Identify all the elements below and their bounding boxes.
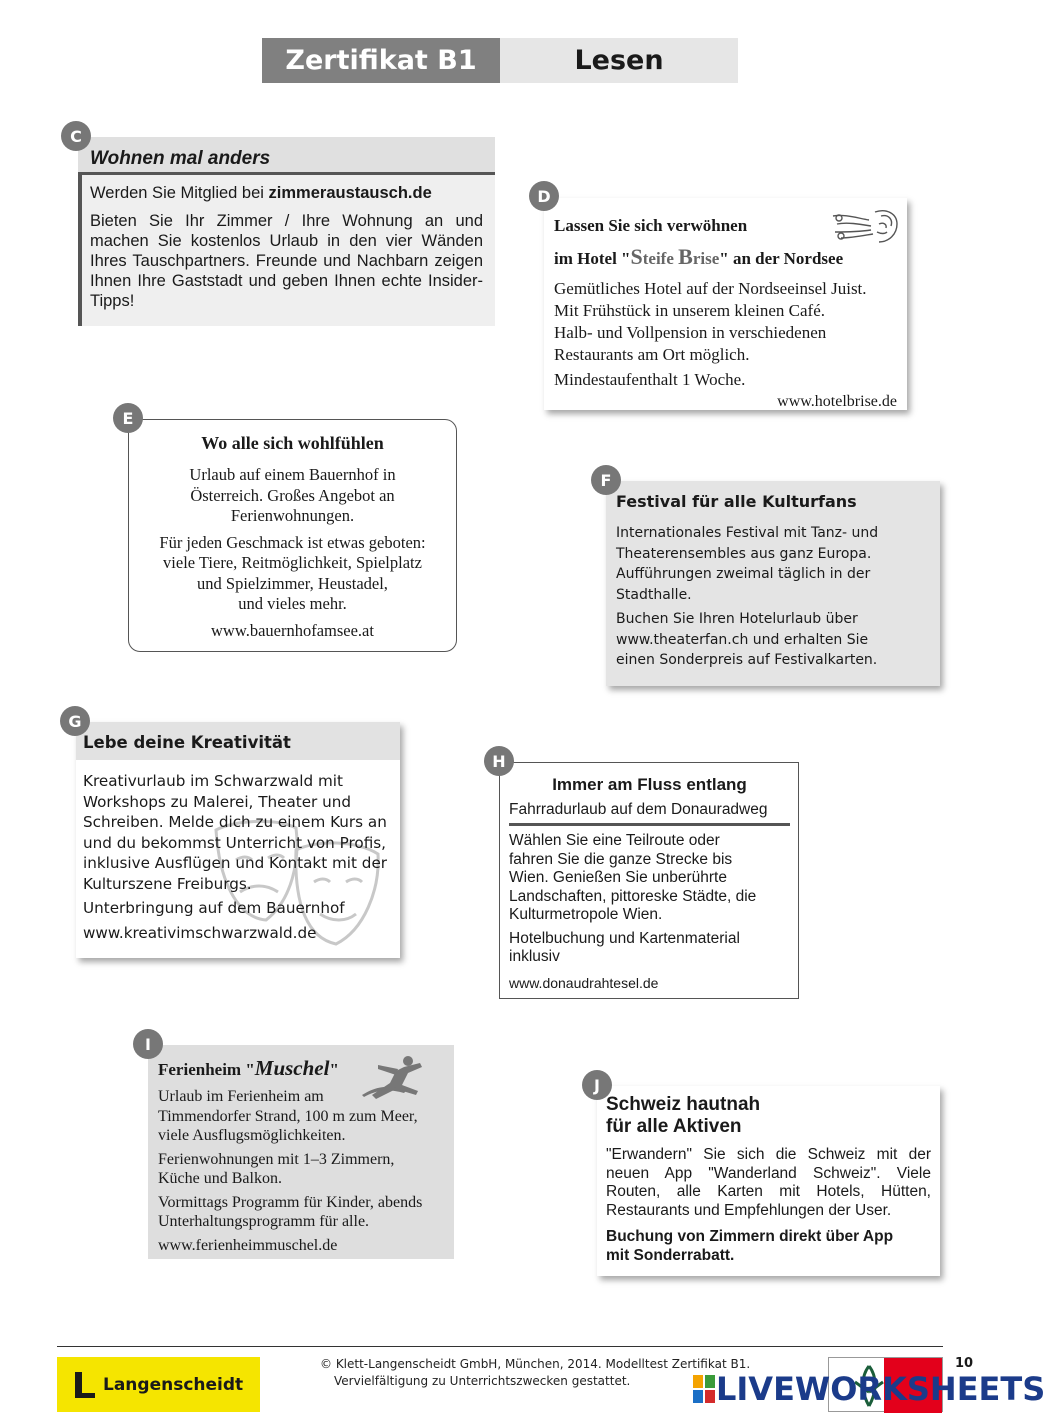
ad-d-title-text: im Hotel " — [554, 249, 631, 268]
ad-c-text: Bieten Sie Ihr Zimmer / Ihre Wohnung an und machen Sie kostenlos Urlaub in den vier Wänden Ihres Tauschpartners. Freunde und Nachbarn zeigen Ihnen Ihre Gaststadt und geben Ihnen echte Insider-Tipps! — [90, 212, 483, 310]
ad-j-title — [606, 1094, 931, 1138]
badge-f: F — [591, 465, 621, 495]
ad-g-text: Kulturszene Freiburgs. — [83, 874, 252, 893]
ad-j-title-line: Schweiz hautnah — [606, 1094, 761, 1115]
ad-e-text: Urlaub auf einem Bauernhof in — [189, 465, 396, 484]
ad-e-text: und vieles mehr. — [238, 594, 347, 613]
ad-h-text: Landschaften, pittoreske Städte, die — [509, 887, 757, 905]
wind-face-icon — [831, 206, 901, 248]
ad-j-text: Buchung von Zimmern direkt über App — [606, 1228, 894, 1245]
langenscheidt-logo — [57, 1357, 260, 1412]
ad-g-text: Workshops zu Malerei, Theater und — [83, 792, 352, 811]
ad-d-text: Restaurants am Ort möglich. — [554, 345, 750, 364]
ad-g-title: Lebe deine Kreativität — [76, 722, 400, 760]
dancer-icon — [358, 1055, 426, 1101]
langenscheidt-l-icon — [69, 1370, 97, 1400]
page-number: 10 — [955, 1356, 974, 1371]
ad-j-text: "Erwandern" Sie sich die Schweiz mit der neuen App "Wanderland Schweiz". Viele Routen, alle Karten mit Hotels, Hütten, Restaurants und Empfehlungen der User. — [606, 1146, 931, 1219]
ad-i-text: Küche und Balkon. — [158, 1170, 282, 1187]
copyright-line: © Klett-Langenscheidt GmbH, München, 2014. Modelltest Zertifikat B1. — [320, 1357, 751, 1371]
ad-d-body — [554, 278, 897, 391]
ad-h-text: Kulturmetropole Wien. — [509, 906, 663, 923]
ad-e-text: Österreich. Großes Angebot an — [190, 485, 395, 505]
ad-c-body — [78, 175, 495, 326]
header-title-zertifikat: Zertifikat B1 — [262, 38, 500, 83]
liveworksheets-icon — [692, 1374, 716, 1404]
publisher-name: Langenscheidt — [103, 1374, 244, 1395]
ad-i-text: Urlaub im Ferienheim am — [158, 1088, 324, 1105]
copyright-line: Vervielfältigung zu Unterrichtszwecken gestattet. — [334, 1374, 631, 1388]
ad-e-paragraph — [129, 533, 456, 615]
ad-d-text: Mindestaufenthalt 1 Woche. — [554, 370, 746, 389]
ad-c-text: Werden Sie Mitglied bei — [90, 184, 269, 202]
ad-g-paragraph — [83, 771, 394, 894]
liveworksheets-watermark — [692, 1370, 1045, 1408]
ad-g-text: inklusive Ausflügen und Kontakt mit der — [83, 854, 388, 872]
badge-j: J — [582, 1070, 612, 1100]
ad-j-text: mit Sonderrabatt. — [606, 1246, 735, 1264]
ad-i-paragraph — [158, 1150, 444, 1189]
ad-e-text: Für jeden Geschmack ist etwas geboten: — [159, 532, 426, 552]
badge-d: D — [529, 181, 559, 211]
ad-f-text: Aufführungen zweimal täglich in der — [616, 566, 871, 582]
ad-g-website: www.kreativimschwarzwald.de — [83, 923, 317, 942]
ad-f-text: Internationales Festival mit Tanz- und — [616, 525, 879, 541]
ad-i — [148, 1045, 454, 1259]
ad-i-text: Ferienwohnungen mit 1–3 Zimmern, — [158, 1150, 395, 1168]
ad-d-hotel-name-part: S — [630, 244, 643, 269]
badge-e: E — [113, 403, 143, 433]
ad-h-text: fahren Sie die ganze Strecke bis — [509, 850, 733, 868]
ad-e — [128, 419, 457, 652]
ad-i-website: www.ferienheimmuschel.de — [158, 1236, 338, 1254]
badge-i: I — [133, 1029, 163, 1059]
ad-d-text: Gemütliches Hotel auf der Nordseeinsel Juist. — [554, 279, 867, 298]
ad-e-website: www.bauernhofamsee.at — [211, 620, 374, 640]
ad-g-text: Kreativurlaub im Schwarzwald mit — [83, 772, 343, 790]
ad-h — [499, 762, 799, 999]
ad-g-text: und du bekommst Unterricht von Profis, — [83, 833, 386, 852]
badge-g: G — [60, 706, 90, 736]
ad-f-paragraph — [616, 609, 930, 671]
ad-g — [76, 722, 400, 958]
ad-g-body — [76, 760, 400, 943]
ad-i-text: Unterhaltungsprogramm für alle. — [158, 1213, 370, 1230]
badge-c: C — [61, 121, 91, 151]
badge-h: H — [484, 746, 514, 776]
ad-e-text: Ferienwohnungen. — [230, 506, 355, 525]
ad-f-text: einen Sonderpreis auf Festivalkarten. — [616, 652, 878, 668]
ad-i-text: Vormittags Programm für Kinder, abends — [158, 1193, 423, 1211]
ad-f-paragraph — [616, 523, 930, 605]
ad-e-text: viele Tiere, Reitmöglichkeit, Spielplatz — [163, 553, 422, 572]
ad-h-paragraph — [509, 930, 790, 967]
ad-h-title: Immer am Fluss entlang — [552, 775, 747, 794]
footer-divider — [57, 1346, 943, 1347]
ad-g-text: Schreiben. Melde dich zu einem Kurs an — [83, 813, 387, 831]
ad-i-text: Timmendorfer Strand, 100 m zum Meer, — [158, 1107, 418, 1125]
ad-i-paragraph — [158, 1193, 444, 1232]
ad-f-text: Stadthalle. — [616, 586, 692, 603]
ad-h-text: Hotelbuchung und Kartenmaterial — [509, 929, 740, 947]
ad-d-title-line1: Lassen Sie sich verwöhnen — [554, 216, 748, 235]
ad-h-subtitle: Fahrradurlaub auf dem Donauradweg — [509, 801, 790, 826]
ad-c — [78, 137, 495, 326]
ad-j-title-line: für alle Aktiven — [606, 1116, 742, 1137]
ad-i-title-name: Muschel — [254, 1056, 330, 1080]
ad-h-text: Wählen Sie eine Teilroute oder — [509, 832, 720, 849]
ad-h-paragraph — [509, 832, 790, 925]
ad-h-website: www.donaudrahtesel.de — [509, 974, 659, 991]
ad-c-website: zimmeraustausch.de — [268, 184, 432, 202]
ad-i-text: viele Ausflugsmöglichkeiten. — [158, 1127, 346, 1144]
ad-d-website: www.hotelbrise.de — [777, 393, 897, 410]
ad-f-text: www.theaterfan.ch und erhalten Sie — [616, 631, 869, 648]
ad-g-text: Unterbringung auf dem Bauernhof — [83, 899, 345, 917]
ad-e-text: und Spielzimmer, Heustadel, — [197, 573, 388, 593]
ad-d-title-text: " an der Nordsee — [719, 249, 844, 268]
ad-h-text: Wien. Genießen Sie unberührte — [509, 869, 727, 886]
ad-j-paragraph — [606, 1228, 931, 1265]
ad-j — [597, 1086, 940, 1276]
copyright-notice — [320, 1356, 750, 1390]
liveworksheets-text: LIVEWORKSHEETS — [716, 1370, 1045, 1408]
ad-f-text: Theaterensembles aus ganz Europa. — [616, 545, 872, 562]
ad-d-text: Mit Frühstück in unserem kleinen Café. — [554, 301, 826, 320]
ad-i-title-text: Ferienheim " — [158, 1060, 255, 1079]
ad-d — [544, 198, 907, 410]
ad-d-text: Halb- und Vollpension in verschiedenen — [554, 323, 827, 342]
ad-i-title-text: " — [329, 1060, 339, 1079]
ad-h-text: inklusiv — [509, 948, 560, 965]
ad-d-hotel-name — [630, 244, 719, 269]
ad-e-title: Wo alle sich wohlfühlen — [201, 433, 384, 453]
ad-f — [606, 481, 940, 686]
ad-e-paragraph — [129, 465, 456, 527]
page-header — [262, 38, 738, 83]
ad-f-title: Festival für alle Kulturfans — [616, 492, 857, 511]
ad-d-hotel-name-part: teife — [642, 249, 679, 268]
ad-d-hotel-name-part: B — [678, 244, 693, 269]
header-title-lesen: Lesen — [500, 38, 738, 83]
ad-c-title: Wohnen mal anders — [78, 137, 495, 175]
ad-d-hotel-name-part: rise — [692, 249, 720, 268]
ad-f-text: Buchen Sie Ihren Hotelurlaub über — [616, 611, 858, 627]
